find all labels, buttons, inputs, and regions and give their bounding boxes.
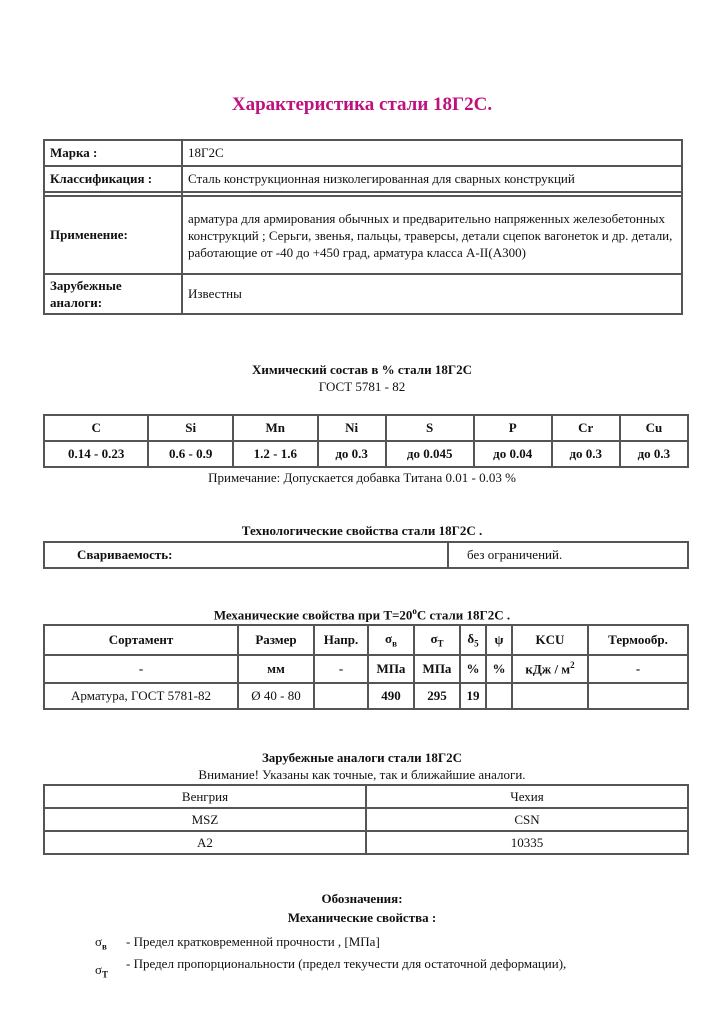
legend-sigma-b-text: - Предел кратковременной прочности , [МПа] bbox=[126, 934, 380, 949]
mech-row-sigma-t: 295 bbox=[414, 683, 460, 709]
chem-value: до 0.3 bbox=[620, 441, 688, 467]
legend-sigma-t-text: - Предел пропорциональности (предел текучести для остаточной деформации), bbox=[126, 956, 567, 971]
analogs-country-czech: Чехия bbox=[366, 785, 688, 808]
mech-header-psi: ψ bbox=[486, 625, 512, 655]
mech-unit-sort: - bbox=[44, 655, 238, 683]
chem-standard: ГОСТ 5781 - 82 bbox=[318, 379, 406, 394]
tech-table bbox=[43, 541, 689, 569]
mech-unit-kcu: кДж / $м^2$ bbox=[512, 655, 588, 683]
mech-row-psi bbox=[486, 683, 512, 709]
mech-row-direction bbox=[314, 683, 368, 709]
mech-header-sigma-t: $\sigma_T$ bbox=[414, 625, 460, 655]
chem-value: до 0.3 bbox=[318, 441, 386, 467]
chem-element: Cu bbox=[620, 415, 688, 441]
mech-table bbox=[43, 624, 689, 710]
mech-unit-psi: % bbox=[486, 655, 512, 683]
chem-table bbox=[43, 414, 689, 468]
chem-element: Ni bbox=[318, 415, 386, 441]
weldability-value: без ограничений. bbox=[448, 542, 688, 568]
chem-value: до 0.04 bbox=[474, 441, 552, 467]
mech-header-delta5: $\delta_5$ bbox=[460, 625, 486, 655]
grade-label: Марка : bbox=[44, 140, 182, 166]
mech-header-sort: Сортамент bbox=[44, 625, 238, 655]
chem-value: до 0.045 bbox=[386, 441, 474, 467]
mech-row-sort: Арматура, ГОСТ 5781-82 bbox=[44, 683, 238, 709]
chem-element: Si bbox=[148, 415, 233, 441]
application-label: Применение: bbox=[44, 196, 182, 274]
chem-element: P bbox=[474, 415, 552, 441]
analogs-grade-czech: 10335 bbox=[366, 831, 688, 854]
analogs-country-hungary: Венгрия bbox=[44, 785, 366, 808]
analogs-heading: Зарубежные аналоги стали 18Г2С bbox=[261, 750, 463, 765]
analogs-standard-hungary: MSZ bbox=[44, 808, 366, 831]
foreign-analogs-label: Зарубежные аналоги: bbox=[44, 274, 182, 314]
mech-header-size: Размер bbox=[238, 625, 314, 655]
mech-unit-sigma-b: МПа bbox=[368, 655, 414, 683]
mech-row-sigma-b: 490 bbox=[368, 683, 414, 709]
chem-element: C bbox=[44, 415, 148, 441]
analogs-warning: Внимание! Указаны как точные, так и ближайшие аналоги. bbox=[198, 767, 526, 782]
mech-header-heat-treatment: Термообр. bbox=[588, 625, 688, 655]
info-table bbox=[43, 139, 683, 315]
mech-row-kcu bbox=[512, 683, 588, 709]
analogs-standard-czech: CSN bbox=[366, 808, 688, 831]
mech-row-heat-treatment bbox=[588, 683, 688, 709]
mech-unit-heat-treatment: - bbox=[588, 655, 688, 683]
legend-subheading: Механические свойства : bbox=[287, 910, 437, 925]
page-title: Характеристика стали 18Г2С. bbox=[231, 94, 493, 115]
mech-unit-delta5: % bbox=[460, 655, 486, 683]
mech-unit-sigma-t: МПа bbox=[414, 655, 460, 683]
chem-element: Mn bbox=[233, 415, 318, 441]
chem-value: 0.6 - 0.9 bbox=[148, 441, 233, 467]
chem-value: до 0.3 bbox=[552, 441, 620, 467]
analogs-grade-hungary: A2 bbox=[44, 831, 366, 854]
weldability-label: Свариваемость: bbox=[44, 542, 448, 568]
legend-sigma-b: $\sigma_в$ bbox=[95, 934, 107, 952]
mech-heading: Механические свойства при $Т=20^oС$ стали 18Г2С . bbox=[213, 606, 511, 623]
legend-sigma-t: $\sigma_T$ bbox=[95, 962, 109, 980]
mech-header-direction: Напр. bbox=[314, 625, 368, 655]
legend-heading: Обозначения: bbox=[321, 891, 403, 906]
mech-row-delta5: 19 bbox=[460, 683, 486, 709]
mech-unit-size: мм bbox=[238, 655, 314, 683]
grade-value: 18Г2С bbox=[182, 140, 682, 166]
mech-row-size: Ø 40 - 80 bbox=[238, 683, 314, 709]
chem-heading: Химический состав в % стали 18Г2С bbox=[252, 362, 472, 377]
chem-value: 1.2 - 1.6 bbox=[233, 441, 318, 467]
tech-heading: Технологические свойства стали 18Г2С . bbox=[241, 523, 483, 538]
classification-label: Классификация : bbox=[44, 166, 182, 192]
application-value: арматура для армирования обычных и предварительно напряженных железобетонных конструкций ; Серьги, звенья, пальцы, траверсы, детали сцепок вагонеток и др. детали, работающие от -40 до +450 град, арматура класса А-II(А300) bbox=[182, 196, 682, 274]
chem-note: Примечание: Допускается добавка Титана 0.01 - 0.03 % bbox=[208, 470, 516, 485]
mech-unit-direction: - bbox=[314, 655, 368, 683]
mech-header-kcu: KCU bbox=[512, 625, 588, 655]
chem-element: Cr bbox=[552, 415, 620, 441]
mech-header-sigma-b: $\sigma_в$ bbox=[368, 625, 414, 655]
classification-value: Сталь конструкционная низколегированная для сварных конструкций bbox=[182, 166, 682, 192]
chem-value: 0.14 - 0.23 bbox=[44, 441, 148, 467]
foreign-analogs-value: Известны bbox=[182, 274, 682, 314]
chem-element: S bbox=[386, 415, 474, 441]
analogs-table bbox=[43, 784, 689, 855]
